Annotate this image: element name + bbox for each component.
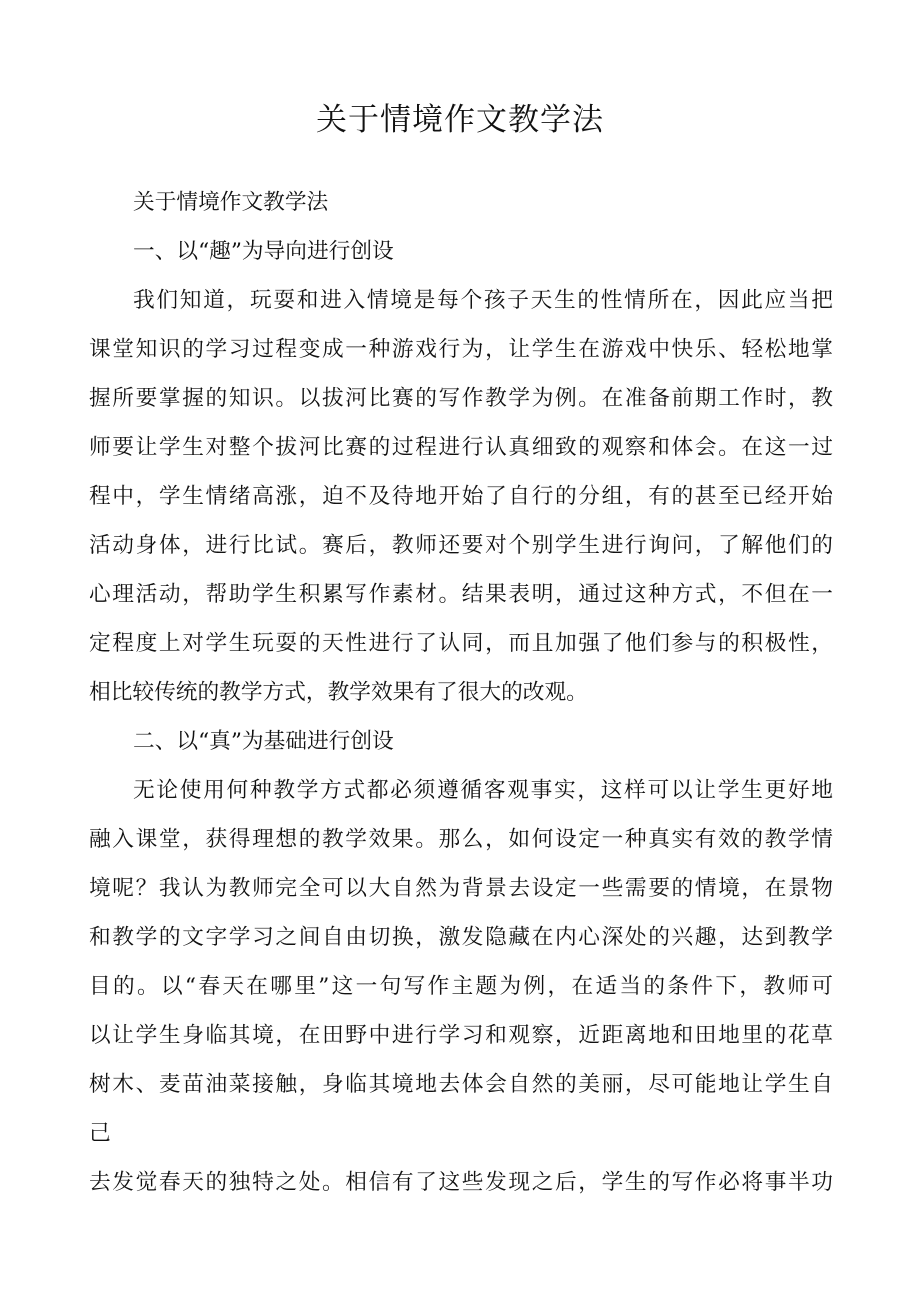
paragraph-line: 心理活动，帮助学生积累写作素材。结果表明，通过这种方式，不但在一 — [89, 582, 833, 607]
paragraph-line: 定程度上对学生玩耍的天性进行了认同，而且加强了他们参与的积极性， — [89, 631, 833, 656]
paragraph-line: 无论使用何种教学方式都必须遵循客观事实，这样可以让学生更好地 — [133, 778, 833, 803]
paragraph-line: 去发觉春天的独特之处。相信有了这些发现之后，学生的写作必将事半功 — [89, 1170, 833, 1195]
paragraph-line: 相比较传统的教学方式，教学效果有了很大的改观。 — [89, 680, 588, 705]
section-2-heading: 二、以“真”为基础进行创设 — [133, 729, 394, 754]
section-1-heading: 一、以“趣”为导向进行创设 — [133, 239, 394, 264]
paragraph-line: 握所要掌握的知识。以拔河比赛的写作教学为例。在准备前期工作时，教 — [89, 386, 833, 411]
subtitle-line: 关于情境作文教学法 — [133, 190, 329, 215]
paragraph-line: 以让学生身临其境，在田野中进行学习和观察，近距离地和田地里的花草 — [89, 1023, 833, 1048]
paragraph-line: 程中，学生情绪高涨，迫不及待地开始了自行的分组，有的甚至已经开始 — [89, 484, 833, 509]
document-body — [89, 178, 833, 1207]
paragraph-line: 课堂知识的学习过程变成一种游戏行为，让学生在游戏中快乐、轻松地掌 — [89, 337, 833, 362]
paragraph-line: 己 — [89, 1121, 111, 1146]
section-1-paragraph — [89, 276, 833, 717]
paragraph-line: 和教学的文字学习之间自由切换，激发隐藏在内心深处的兴趣，达到教学 — [89, 925, 833, 950]
section-2-paragraph — [89, 766, 833, 1207]
paragraph-line: 树木、麦苗油菜接触，身临其境地去体会自然的美丽，尽可能地让学生自 — [89, 1072, 833, 1097]
paragraph-line: 活动身体，进行比试。赛后，教师还要对个别学生进行询问，了解他们的 — [89, 533, 833, 558]
paragraph-line: 我们知道，玩耍和进入情境是每个孩子天生的性情所在，因此应当把 — [133, 288, 833, 313]
document-title: 关于情境作文教学法 — [316, 102, 604, 138]
paragraph-line: 境呢？我认为教师完全可以大自然为背景去设定一些需要的情境，在景物 — [89, 876, 833, 901]
paragraph-line: 师要让学生对整个拔河比赛的过程进行认真细致的观察和体会。在这一过 — [89, 435, 833, 460]
paragraph-line: 目的。以“春天在哪里”这一句写作主题为例，在适当的条件下，教师可 — [89, 974, 833, 999]
paragraph-line: 融入课堂，获得理想的教学效果。那么，如何设定一种真实有效的教学情 — [89, 827, 833, 852]
